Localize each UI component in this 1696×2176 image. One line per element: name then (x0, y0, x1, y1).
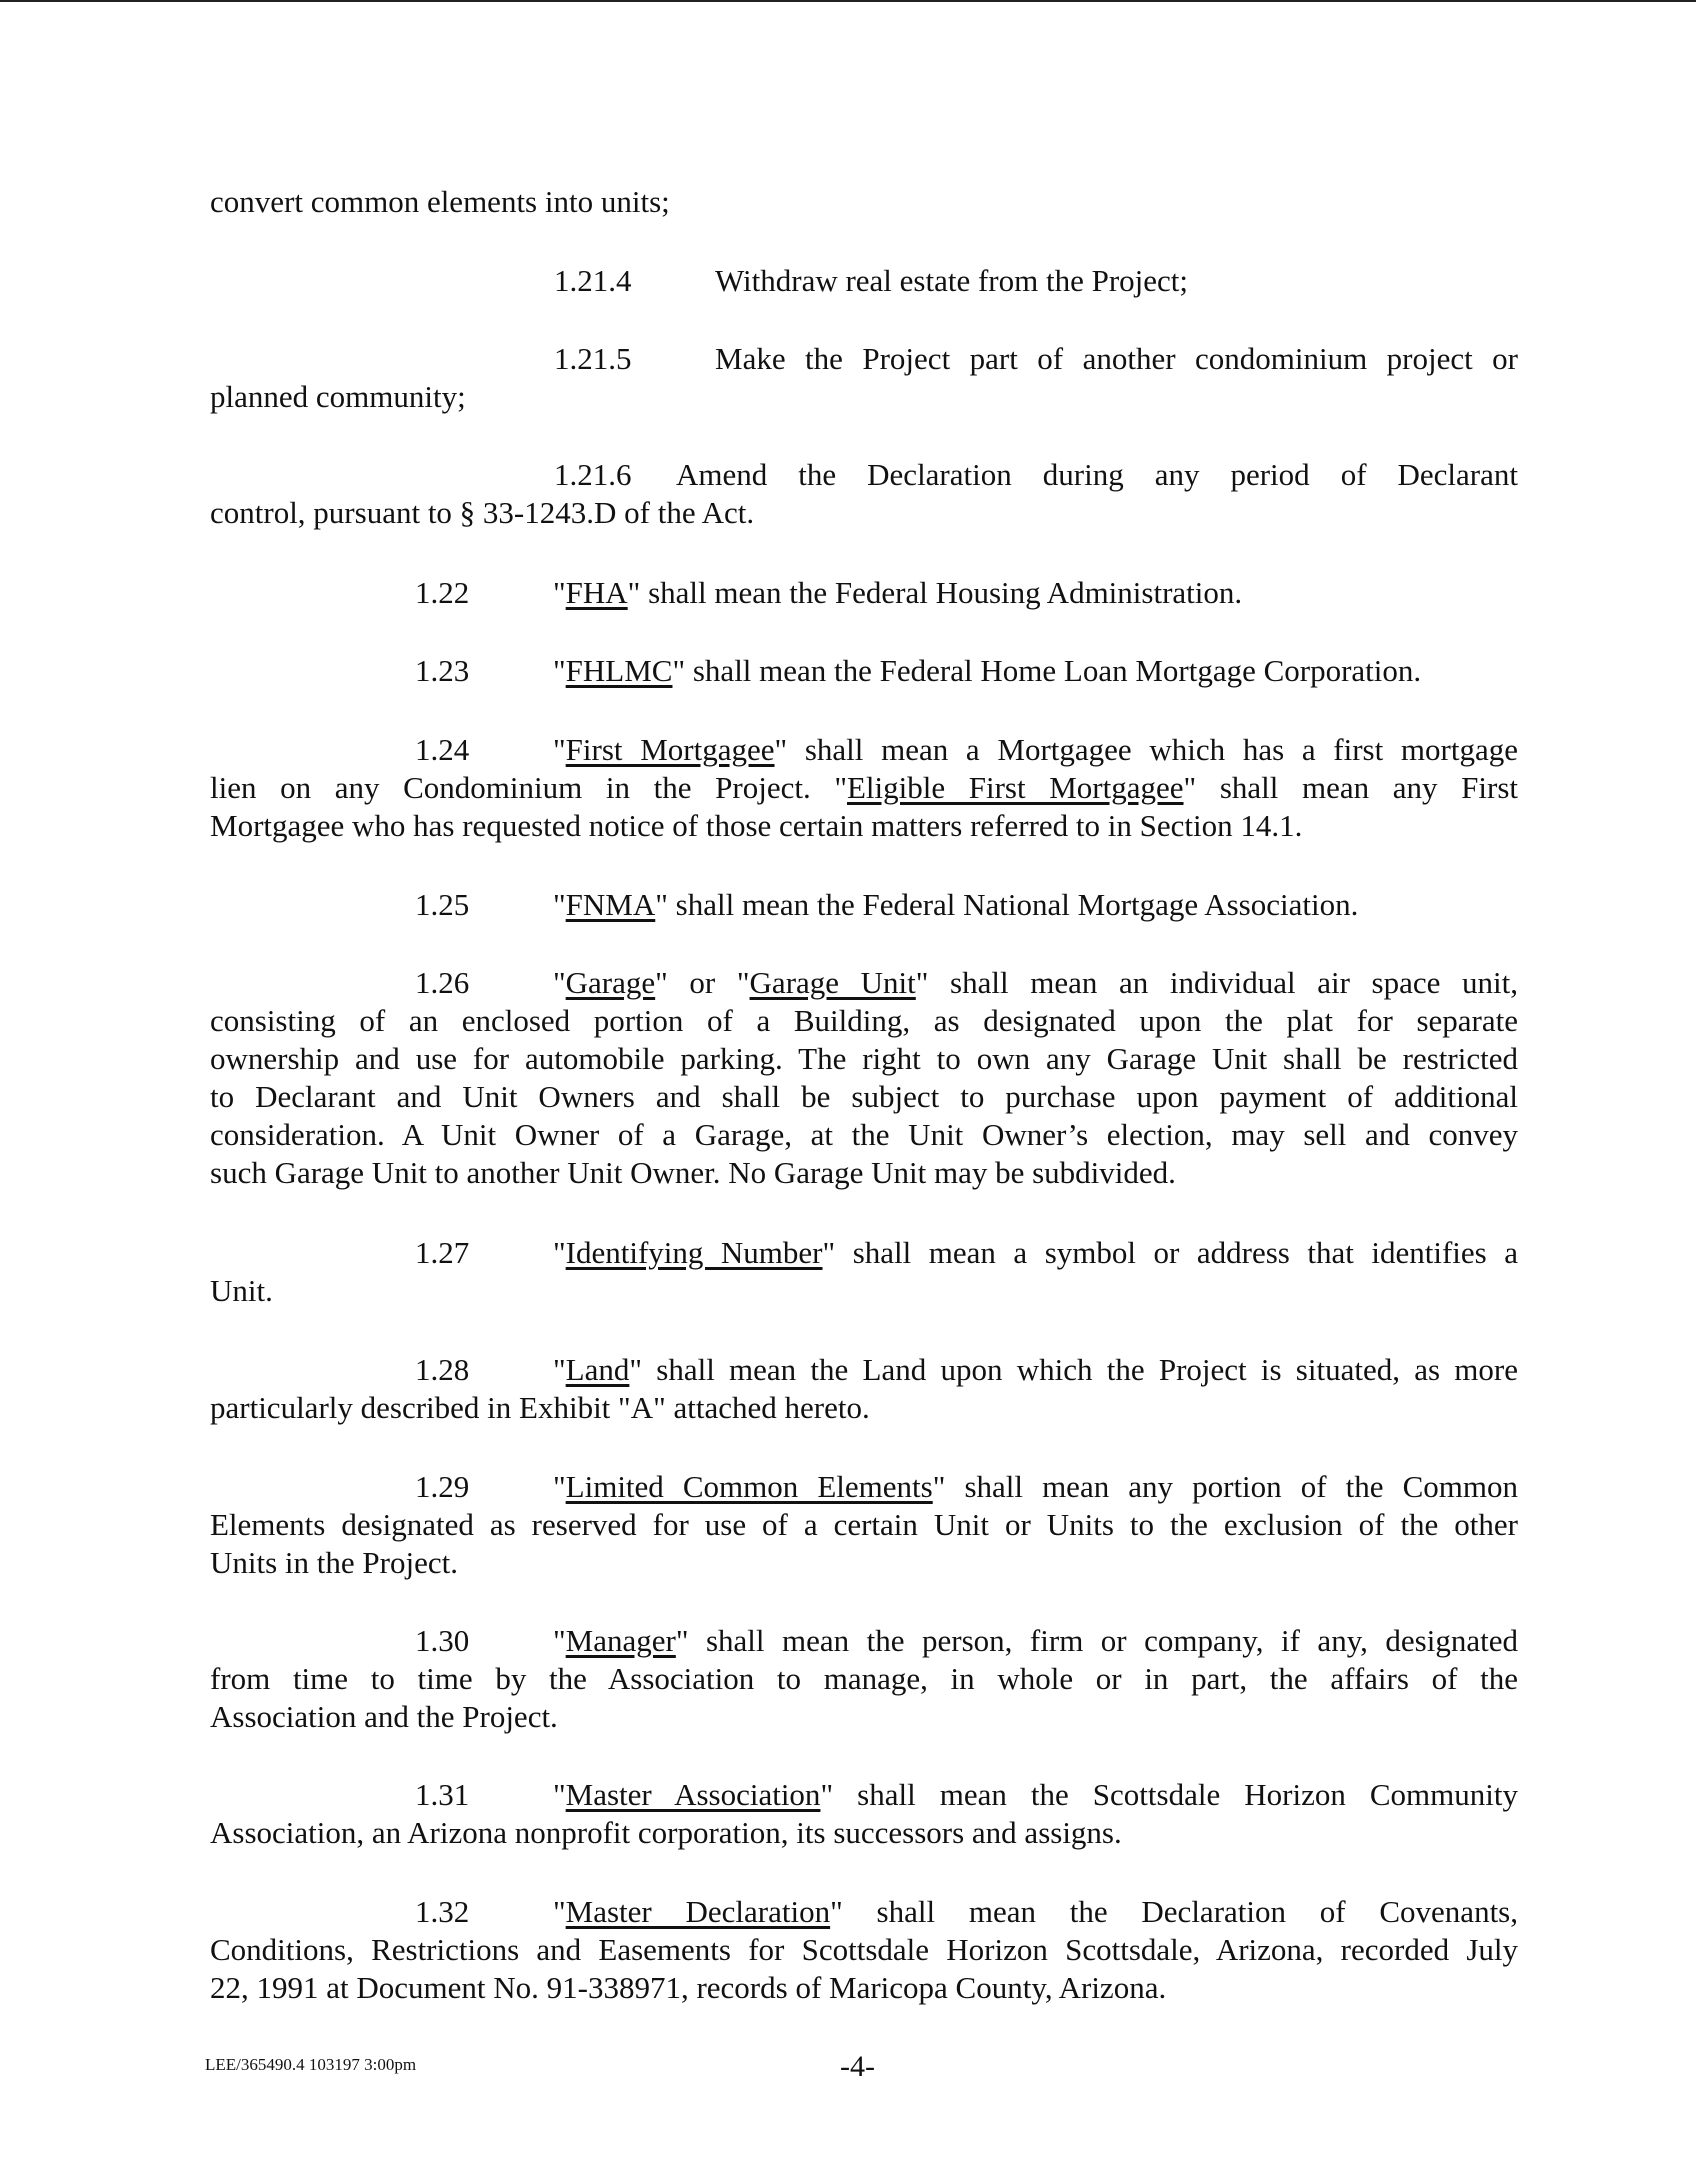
definition-line: Units in the Project. (210, 1545, 458, 1580)
section-number: 1.21.4 (554, 263, 632, 298)
defined-term: Land (565, 1352, 630, 1387)
section-number: 1.24 (415, 732, 470, 767)
definition-line: "Manager" shall mean the person, firm or company, if any, designated (553, 1623, 1518, 1658)
definition-line: "Master Association" shall mean the Scottsdale Horizon Community (553, 1777, 1518, 1812)
defined-term: Garage (565, 965, 656, 1000)
section-number: 1.30 (415, 1623, 470, 1658)
paragraph-continuation: convert common elements into units; (210, 184, 670, 219)
definition-line: "FNMA" shall mean the Federal National Mortgage Association. (553, 887, 1359, 922)
defined-term: First Mortgagee (565, 732, 775, 767)
section-text: Amend the Declaration during any period of Declarant (676, 457, 1518, 492)
defined-term: Garage Unit (749, 965, 916, 1000)
definition-line: consisting of an enclosed portion of a Building, as designated upon the plat for separate (210, 1003, 1518, 1038)
section-text: Make the Project part of another condominium project or (715, 341, 1518, 376)
definition-line: Mortgagee who has requested notice of those certain matters referred to in Section 14.1. (210, 808, 1303, 843)
definition-line: lien on any Condominium in the Project. "Eligible First Mortgagee" shall mean any First (210, 770, 1518, 805)
definition-line: such Garage Unit to another Unit Owner. No Garage Unit may be subdivided. (210, 1155, 1176, 1190)
definition-line: consideration. A Unit Owner of a Garage, at the Unit Owner’s election, may sell and convey (210, 1117, 1518, 1152)
definition-line: to Declarant and Unit Owners and shall be subject to purchase upon payment of additional (210, 1079, 1518, 1114)
section-text: planned community; (210, 379, 466, 414)
definition-line: "Master Declaration" shall mean the Declaration of Covenants, (553, 1894, 1518, 1929)
defined-term: FHA (565, 575, 628, 610)
definition-line: "FHA" shall mean the Federal Housing Administration. (553, 575, 1243, 610)
definition-line: Conditions, Restrictions and Easements for Scottsdale Horizon Scottsdale, Arizona, recorded July (210, 1932, 1518, 1967)
defined-term: Manager (565, 1623, 676, 1658)
defined-term: Limited Common Elements (565, 1469, 933, 1504)
definition-line: "First Mortgagee" shall mean a Mortgagee which has a first mortgage (553, 732, 1519, 767)
section-text: Withdraw real estate from the Project; (715, 263, 1189, 298)
defined-term: Master Declaration (565, 1894, 831, 1929)
section-number: 1.31 (415, 1777, 470, 1812)
definition-line: "Limited Common Elements" shall mean any portion of the Common (553, 1469, 1518, 1504)
section-number: 1.28 (415, 1352, 470, 1387)
section-number: 1.21.6 (554, 457, 632, 492)
section-text: control, pursuant to § 33-1243.D of the Act. (210, 495, 755, 530)
section-number: 1.23 (415, 653, 470, 688)
definition-line: from time to time by the Association to manage, in whole or in part, the affairs of the (210, 1661, 1518, 1696)
definition-line: Association and the Project. (210, 1699, 558, 1734)
section-number: 1.22 (415, 575, 470, 610)
definition-line: Unit. (210, 1273, 273, 1308)
defined-term: Master Association (565, 1777, 821, 1812)
definition-line: ownership and use for automobile parking. The right to own any Garage Unit shall be restricted (210, 1041, 1518, 1076)
document-id-footer: LEE/365490.4 103197 3:00pm (205, 2055, 417, 2074)
section-number: 1.27 (415, 1235, 470, 1270)
section-number: 1.21.5 (554, 341, 632, 376)
definition-line: "Garage" or "Garage Unit" shall mean an individual air space unit, (553, 965, 1518, 1000)
definition-line: Elements designated as reserved for use of a certain Unit or Units to the exclusion of the other (210, 1507, 1518, 1542)
scan-edge-line (0, 0, 1696, 2)
defined-term: Eligible First Mortgagee (846, 770, 1184, 805)
definition-line: "Land" shall mean the Land upon which the Project is situated, as more (553, 1352, 1518, 1387)
defined-term: Identifying Number (565, 1235, 823, 1270)
page-number: -4- (840, 2050, 875, 2083)
definition-line: particularly described in Exhibit "A" attached hereto. (210, 1390, 870, 1425)
definition-line: 22, 1991 at Document No. 91-338971, records of Maricopa County, Arizona. (210, 1970, 1167, 2005)
section-number: 1.26 (415, 965, 470, 1000)
defined-term: FNMA (565, 887, 656, 922)
definition-line: "Identifying Number" shall mean a symbol or address that identifies a (553, 1235, 1519, 1270)
section-number: 1.25 (415, 887, 470, 922)
definition-line: Association, an Arizona nonprofit corporation, its successors and assigns. (210, 1815, 1122, 1850)
definition-line: "FHLMC" shall mean the Federal Home Loan Mortgage Corporation. (553, 653, 1422, 688)
section-number: 1.32 (415, 1894, 470, 1929)
section-number: 1.29 (415, 1469, 470, 1504)
defined-term: FHLMC (565, 653, 673, 688)
